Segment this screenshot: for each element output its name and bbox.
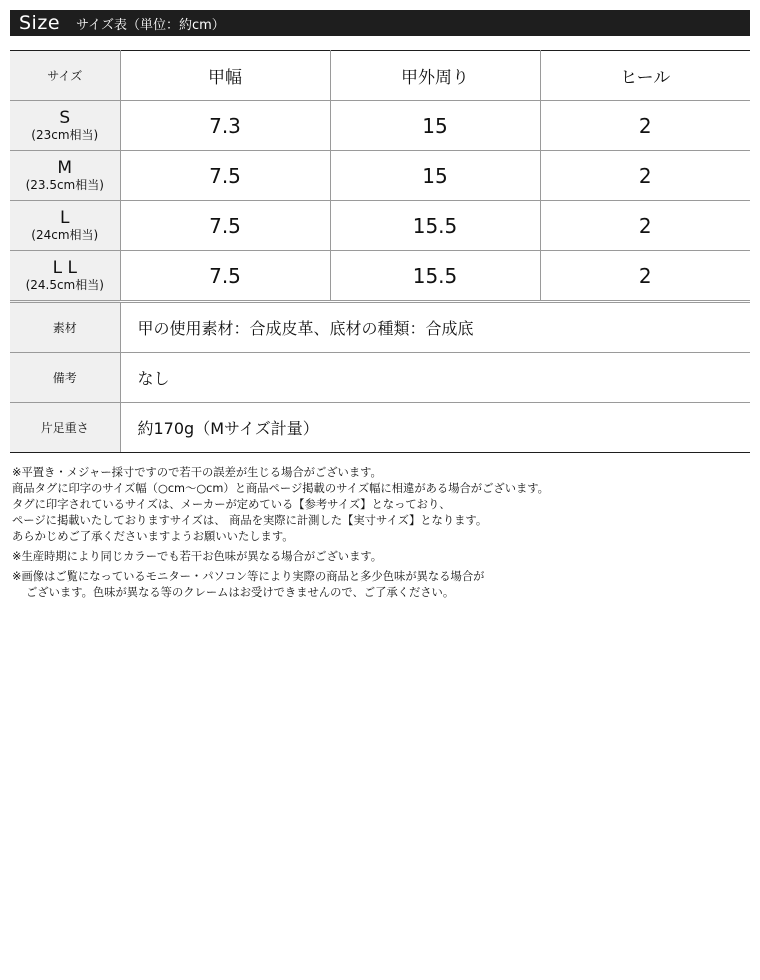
column-header: 甲幅 [120, 51, 330, 101]
size-header-bar [10, 10, 750, 36]
table-cell: 15.5 [330, 201, 540, 251]
size-name: S [59, 107, 71, 128]
table-row [10, 251, 750, 302]
size-equivalent: (23cm相当) [31, 127, 99, 142]
size-name: M [57, 157, 73, 178]
table-cell: 2 [540, 151, 750, 201]
info-label: 素材 [10, 302, 120, 353]
note-measurement [12, 465, 752, 545]
table-cell: 7.5 [120, 151, 330, 201]
size-equivalent: (24.5cm相当) [25, 277, 104, 292]
size-name: L [60, 207, 70, 228]
corner-label: サイズ [10, 51, 120, 101]
table-cell: 7.5 [120, 201, 330, 251]
header-subtitle: サイズ表（単位：約cm） [76, 17, 225, 33]
note-line: タグに印字されているサイズは、メーカーが定めている【参考サイズ】となっており、 [12, 498, 451, 511]
notes-section [12, 465, 752, 605]
size-label-cell [10, 151, 120, 201]
note-line: 商品タグに印字のサイズ幅（○cm〜○cm）と商品ページ掲載のサイズ幅に相違がある場合がございます。 [12, 482, 549, 495]
table-row [10, 201, 750, 251]
info-value: 約170g（Mサイズ計量） [120, 403, 750, 453]
table-row [10, 151, 750, 201]
size-name: L L [52, 257, 77, 278]
size-label-cell [10, 251, 120, 302]
table-cell: 15 [330, 151, 540, 201]
size-equivalent: (23.5cm相当) [25, 177, 104, 192]
note-line: ございます。色味が異なる等のクレームはお受けできませんので、ご了承ください。 [26, 586, 455, 599]
table-cell: 15 [330, 101, 540, 151]
info-row-weight [10, 403, 750, 453]
header-title: Size [19, 12, 61, 34]
table-cell: 7.5 [120, 251, 330, 302]
table-cell: 15.5 [330, 251, 540, 302]
size-label-cell [10, 201, 120, 251]
info-value: なし [120, 353, 750, 403]
info-label: 備考 [10, 353, 120, 403]
note-line: ※平置き・メジャー採寸ですので若干の誤差が生じる場合がございます。 [12, 466, 382, 479]
info-row-material [10, 302, 750, 353]
size-label-cell [10, 101, 120, 151]
table-cell: 2 [540, 201, 750, 251]
note-line: ページに掲載いたしておりますサイズは、 商品を実際に計測した【実寸サイズ】となります。 [12, 514, 488, 527]
note-line: ※生産時期により同じカラーでも若干お色味が異なる場合がございます。 [12, 550, 383, 563]
column-header: 甲外周り [330, 51, 540, 101]
note-color [12, 569, 752, 601]
info-row-remarks [10, 353, 750, 403]
table-header-row [10, 51, 750, 101]
column-header: ヒール [540, 51, 750, 101]
note-line: ※画像はご覧になっているモニター・パソコン等により実際の商品と多少色味が異なる場合が [12, 570, 485, 583]
table-cell: 7.3 [120, 101, 330, 151]
info-value: 甲の使用素材：合成皮革、底材の種類：合成底 [120, 302, 750, 353]
table-row [10, 101, 750, 151]
table-cell: 2 [540, 251, 750, 302]
table-cell: 2 [540, 101, 750, 151]
note-line: あらかじめご了承くださいますようお願いいたします。 [12, 530, 294, 543]
info-label: 片足重さ [10, 403, 120, 453]
size-equivalent: (24cm相当) [31, 227, 99, 242]
note-production [12, 549, 752, 565]
size-table [10, 50, 750, 453]
